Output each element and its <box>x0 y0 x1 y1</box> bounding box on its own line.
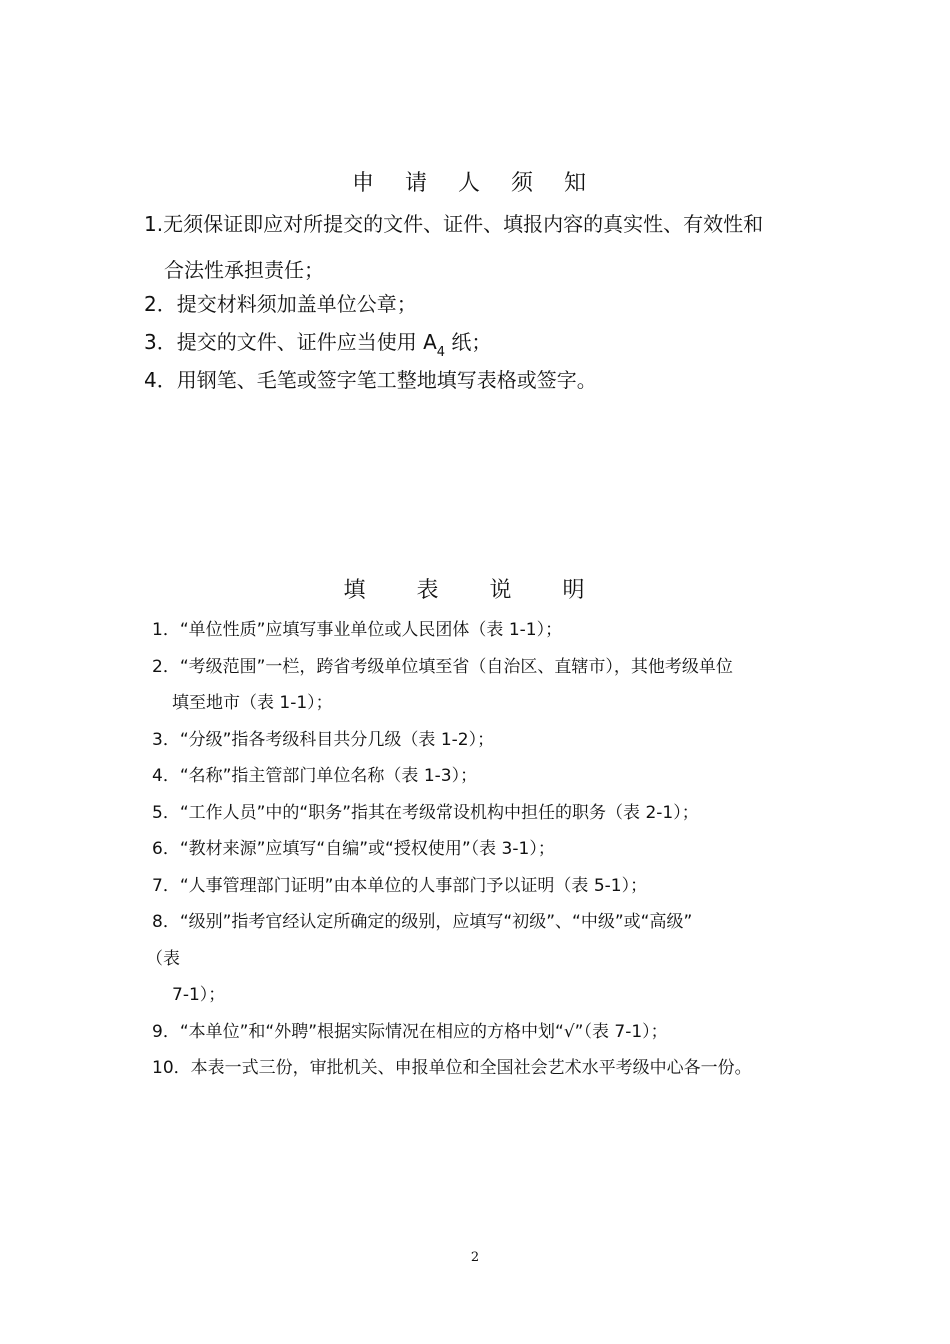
instruction-line: 6．“教材来源”应填写“自编”或“授权使用”（表 3-1）； <box>152 839 555 859</box>
notice-item-3 <box>144 323 844 361</box>
instruction-line: （表 <box>146 948 180 969</box>
instruction-line: 7-1）； <box>172 985 226 1005</box>
notice-item-4: 4．用钢笔、毛笔或签字笔工整地填写表格或签字。 <box>144 368 597 392</box>
notice-item-3-text: 3．提交的文件、证件应当使用 A <box>144 330 437 354</box>
instruction-line: 9．“本单位”和“外聘”根据实际情况在相应的方格中划“√”（表 7-1）； <box>152 1021 668 1042</box>
instruction-line: 3．“分级”指各考级科目共分几级（表 1-2）； <box>152 729 495 750</box>
instruction-line: 8．“级别”指考官经认定所确定的级别，应填写“初级”、“中级”或“高级” <box>152 912 693 932</box>
instructions-list <box>146 612 826 1087</box>
notice-item-1: 1.无须保证即应对所提交的文件、证件、填报内容的真实性、有效性和 <box>144 212 764 236</box>
notice-item-1-continuation: 合法性承担责任； <box>164 258 324 282</box>
instruction-line: 填至地市（表 1-1）； <box>172 693 333 713</box>
instructions-title: 填 表 说 明 <box>343 578 607 603</box>
instruction-line: 2．“考级范围”一栏，跨省考级单位填至省（自治区、直辖市），其他考级单位 <box>152 656 733 677</box>
notice-title: 申 请 人 须 知 <box>352 171 598 196</box>
notice-list <box>144 207 844 399</box>
instruction-line: 10．本表一式三份，审批机关、申报单位和全国社会艺术水平考级中心各一份。 <box>152 1058 752 1078</box>
notice-item-2: 2．提交材料须加盖单位公章； <box>144 292 417 316</box>
instruction-line: 1．“单位性质”应填写事业单位或人民团体（表 1-1）； <box>152 620 563 640</box>
instruction-line: 7．“人事管理部门证明”由本单位的人事部门予以证明（表 5-1）； <box>152 875 648 896</box>
instruction-line: 4．“名称”指主管部门单位名称（表 1-3）； <box>152 766 478 786</box>
notice-item-3-suffix: 纸； <box>445 330 492 354</box>
instruction-line: 5．“工作人员”中的“职务”指其在考级常设机构中担任的职务（表 2-1）； <box>152 802 699 823</box>
page-number: 2 <box>470 1250 480 1265</box>
notice-item-3-subscript: 4 <box>436 345 446 360</box>
